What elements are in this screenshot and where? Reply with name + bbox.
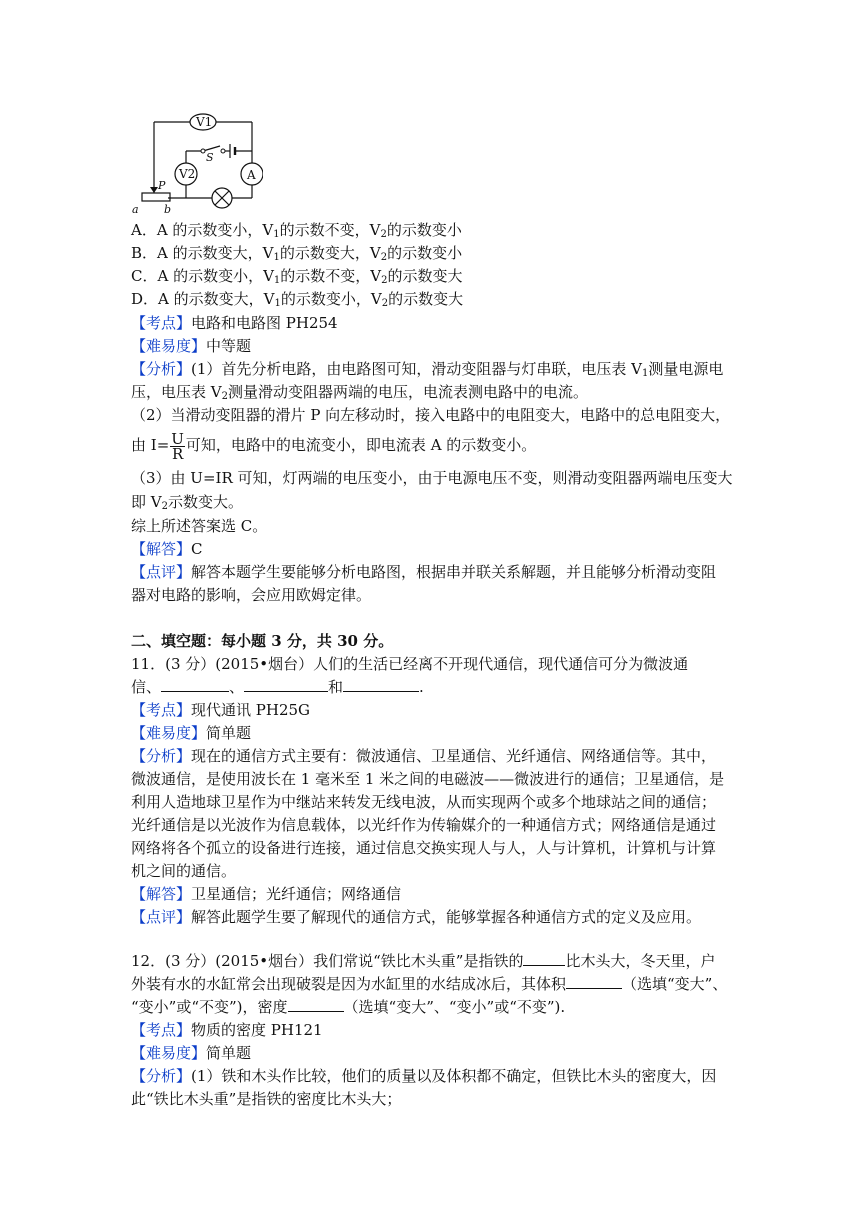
p-label: P	[158, 179, 166, 192]
v2-label: V2	[179, 167, 196, 181]
q12-nanyi: 【难易度】简单题	[131, 1044, 252, 1062]
section-heading: 二、填空题：每小题 3 分，共 30 分。	[131, 632, 394, 650]
q12-blank-1[interactable]	[523, 951, 565, 966]
q11-kaodian: 【考点】现代通讯 PH25G	[131, 701, 311, 719]
end-b-label: b	[164, 203, 172, 215]
q12-stem-2: 外装有水的水缸常会出现破裂是因为水缸里的水结成冰后，其体积 （选填“变大”、	[131, 975, 728, 993]
s-label: S	[206, 151, 214, 164]
q10-fenxi-3: （2）当滑动变阻器的滑片 P 向左移动时，接入电路中的电阻变大，电路中的总电阻变大，	[131, 406, 731, 424]
option-b: B．A 的示数变大，$V_1$的示数变大，$V_2$的示数变小	[131, 244, 463, 263]
q10-kaodian: 【考点】电路和电路图 PH254	[131, 314, 338, 332]
q11-blank-2[interactable]	[244, 677, 328, 692]
q11-fenxi-3: 利用人造地球卫星作为中继站来转发无线电波，从而实现两个或多个地球站之间的通信；	[131, 793, 717, 811]
q10-fenxi-4: 由 I= $\frac{U}{R}$ 可知，电路中的电流变小，即电流表 A 的示数变小。	[131, 429, 537, 463]
q11-stem-2: 信、 、 和 .	[131, 678, 424, 696]
q11-nanyi: 【难易度】简单题	[131, 724, 252, 742]
q11-blank-1[interactable]	[161, 677, 229, 692]
q12-blank-3[interactable]	[288, 997, 344, 1012]
q11-fenxi-4: 光纤通信是以光波作为信息载体，以光纤作为传输媒介的一种通信方式；网络通信是通过	[131, 816, 717, 834]
a-label: A	[247, 168, 256, 182]
q12-stem-3: “变小”或“不变”)，密度 （选填“变大”、“变小”或“不变”).	[131, 998, 566, 1016]
q10-nanyi: 【难易度】中等题	[131, 337, 252, 355]
q11-fenxi-1: 【分析】现在的通信方式主要有：微波通信、卫星通信、光纤通信、网络通信等。其中，	[131, 747, 717, 765]
q12-kaodian: 【考点】物质的密度 PH121	[131, 1021, 323, 1039]
q10-dianping-1: 【点评】解答本题学生要能够分析电路图，根据串并联关系解题，并且能够分析滑动变阻	[131, 563, 717, 581]
end-a-label: a	[132, 203, 139, 215]
q10-fenxi-7: 综上所述答案选 C。	[131, 517, 268, 535]
q11-fenxi-2: 微波通信，是使用波长在 1 毫米至 1 米之间的电磁波——微波进行的通信；卫星通信，是	[131, 770, 725, 788]
option-d: D．A 的示数变大，$V_1$的示数变小，$V_2$的示数变大	[131, 290, 464, 309]
q12-fenxi-1: 【分析】(1）铁和木头作比较，他们的质量以及体积都不确定，但铁比木头的密度大，因	[131, 1067, 717, 1085]
q11-dianping: 【点评】解答此题学生要了解现代的通信方式，能够掌握各种通信方式的定义及应用。	[131, 908, 702, 926]
q11-fenxi-6: 机之间的通信。	[131, 862, 237, 880]
q11-blank-3[interactable]	[343, 677, 419, 692]
q12-blank-2[interactable]	[566, 974, 622, 989]
q11-fenxi-5: 网络将各个孤立的设备进行连接，通过信息交换实现人与人，人与计算机，计算机与计算	[131, 839, 717, 857]
q11-stem-1: 11．(3 分）(2015•烟台）人们的生活已经离不开现代通信，现代通信可分为微波通	[131, 655, 689, 673]
q11-jieda: 【解答】卫星通信；光纤通信；网络通信	[131, 885, 402, 903]
q10-fenxi-6: 即 $V_2$示数变大。	[131, 493, 243, 512]
q10-dianping-2: 器对电路的影响，会应用欧姆定律。	[131, 586, 372, 604]
q12-stem-1: 12．(3 分）(2015•烟台）我们常说“铁比木头重”是指铁的 比木头大，冬天里，户	[131, 952, 716, 970]
q10-jieda: 【解答】C	[131, 540, 203, 558]
q10-fenxi-5: （3）由 U=IR 可知，灯两端的电压变小，由于电源电压不变，则滑动变阻器两端电压变大	[131, 469, 733, 487]
circuit-diagram	[128, 113, 263, 215]
q10-fenxi-1: 【分析】(1）首先分析电路，由电路图可知，滑动变阻器与灯串联，电压表 $V_1$测量电源电	[131, 360, 724, 379]
option-a: A．A 的示数变小，$V_1$的示数不变，$V_2$的示数变小	[131, 221, 462, 240]
v1-label: V1	[196, 115, 213, 129]
q10-fenxi-2: 压，电压表 $V_2$测量滑动变阻器两端的电压，电流表测电路中的电流。	[131, 383, 588, 402]
q12-fenxi-2: 此“铁比木头重”是指铁的密度比木头大；	[131, 1090, 402, 1108]
option-c: C．A 的示数变小，$V_1$的示数不变，$V_2$的示数变大	[131, 267, 463, 286]
ohm-fraction: $\frac{U}{R}$	[171, 429, 184, 463]
